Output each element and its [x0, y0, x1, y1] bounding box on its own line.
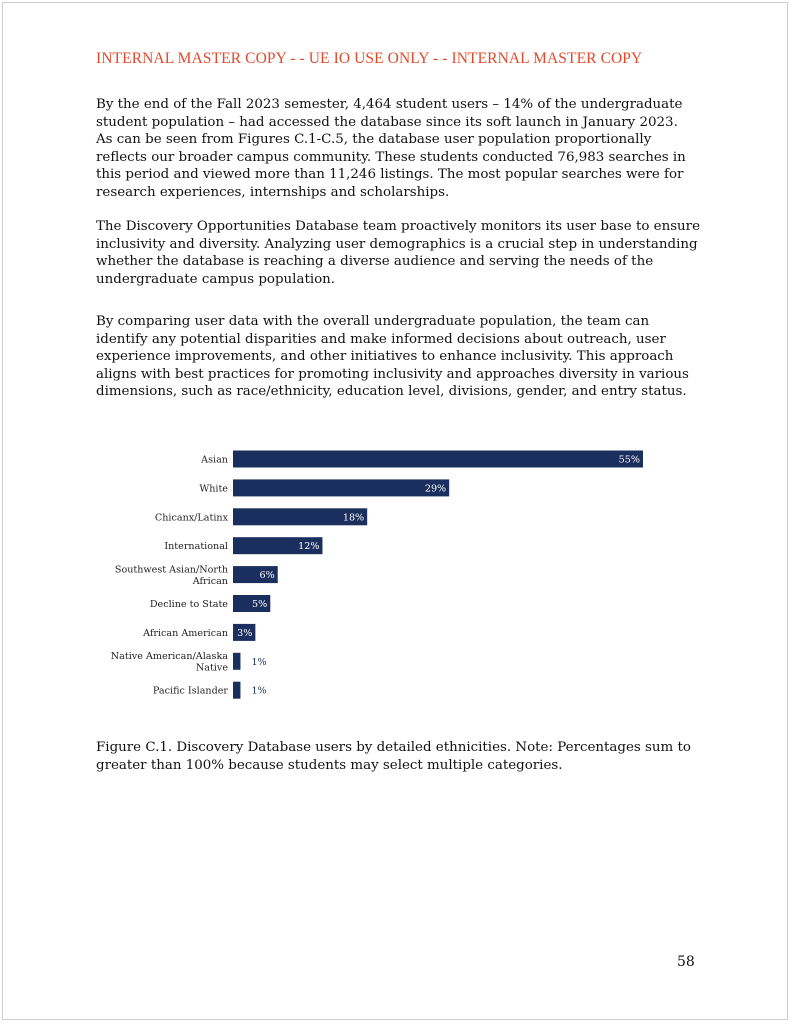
paragraph-comparison [96, 313, 706, 401]
data-label-3: 12% [298, 541, 320, 553]
figure-caption [96, 739, 716, 774]
category-label-8: Pacific Islander [152, 685, 228, 697]
paragraph-line: whether the database is reaching a diverse audience and serving the needs of the [96, 254, 654, 270]
paragraph-line: The Discovery Opportunities Database team proactively monitors its user base to ensure [96, 219, 701, 234]
paragraph-line: identify any potential disparities and make informed decisions about outreach, user [96, 331, 666, 347]
bar-0 [233, 451, 643, 468]
category-label-3: International [164, 541, 228, 553]
paragraph-line: By comparing user data with the overall undergraduate population, the team can [96, 314, 650, 329]
paragraph-line: reflects our broader campus community. These students conducted 76,983 searches in [96, 149, 686, 165]
caption-line: Figure C.1. Discovery Database users by detailed ethnicities. Note: Percentages sum to [96, 740, 691, 755]
paragraph-line: aligns with best practices for promoting inclusivity and approaches diversity in various [96, 366, 689, 382]
paragraph-line: By the end of the Fall 2023 semester, 4,464 student users – 14% of the undergraduate [96, 97, 683, 112]
category-label-7: Native American/Alaska [110, 651, 228, 663]
data-label-2: 18% [342, 512, 365, 524]
ethnicity-bar-chart-svg [0, 440, 792, 710]
category-label-4: African [192, 575, 228, 587]
category-label-7: Native [195, 662, 228, 674]
category-label-2: Chicanx/Latinx [154, 512, 228, 524]
page-number: 58 [677, 954, 695, 970]
paragraph-line: this period and viewed more than 11,246 listings. The most popular searches were for [96, 167, 684, 183]
data-label-7: 1% [251, 656, 267, 668]
paragraph-line: As can be seen from Figures C.1-C.5, the database user population proportionally [96, 132, 652, 148]
bar-7 [233, 653, 240, 670]
category-label-6: African American [143, 627, 228, 639]
category-label-1: White [199, 483, 228, 495]
data-label-4: 6% [259, 570, 275, 582]
caption-line: greater than 100% because students may select multiple categories. [96, 757, 563, 773]
ethnicity-bar-chart [0, 440, 792, 710]
data-label-1: 29% [424, 483, 447, 495]
paragraph-line: student population – had accessed the database since its soft launch in January 2023. [96, 114, 678, 130]
paragraph-line: undergraduate campus population. [96, 271, 336, 287]
paragraph-user-summary [96, 96, 706, 202]
paragraph-line: research experiences, internships and scholarships. [96, 184, 450, 200]
data-label-6: 3% [237, 627, 253, 639]
data-label-8: 1% [251, 685, 267, 697]
category-label-5: Decline to State [149, 599, 228, 610]
paragraph-line: inclusivity and diversity. Analyzing user demographics is a crucial step in understanding [96, 236, 698, 252]
paragraph-team-monitoring [96, 218, 706, 288]
category-label-4: Southwest Asian/North [114, 564, 228, 576]
data-label-5: 5% [252, 599, 268, 610]
paragraph-line: dimensions, such as race/ethnicity, education level, divisions, gender, and entry status. [96, 384, 687, 400]
category-label-0: Asian [201, 454, 228, 466]
data-label-0: 55% [618, 454, 640, 466]
internal-copy-watermark: INTERNAL MASTER COPY - - UE IO USE ONLY - - INTERNAL MASTER COPY [96, 50, 643, 67]
paragraph-line: experience improvements, and other initiatives to enhance inclusivity. This approach [96, 349, 674, 365]
bar-1 [233, 479, 449, 496]
bar-8 [233, 682, 240, 699]
